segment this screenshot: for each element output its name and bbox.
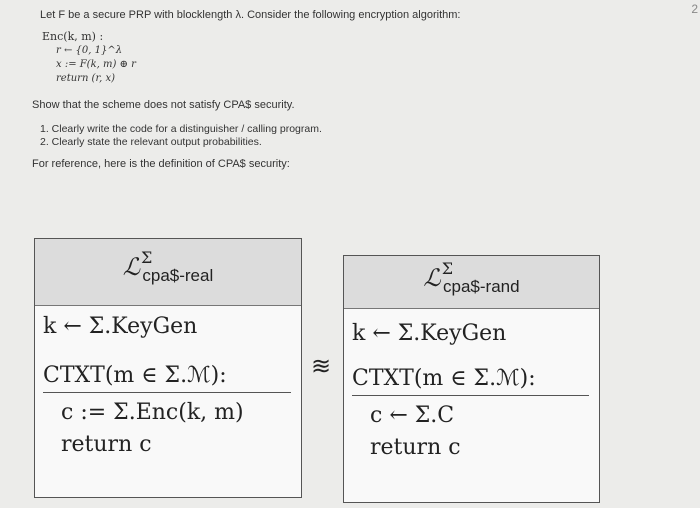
library-subscript: cpa$-rand [443,277,520,296]
cpa-rand-library-box [343,255,600,503]
keygen-line: k ← Σ.KeyGen [43,314,198,339]
cpa-real-library-box [34,238,302,498]
divider [352,395,589,396]
algorithm-name: Enc(k, m) : [42,30,104,43]
problem-intro: Let F be a secure PRP with blocklength λ. Consider the following encryption algorithm: [40,9,461,21]
oracle-body-line: c ← Σ.C [370,403,455,428]
problem-statement [32,8,652,172]
algorithm-line: r ← {0, 1}^λ [56,45,123,56]
library-symbol: ℒ [122,253,141,281]
library-symbol: ℒ [423,264,441,292]
library-name [122,248,214,285]
library-superscript: Σ [441,259,454,278]
algorithm-line: x := F(k, m) ⊕ r [56,59,136,70]
oracle-body-line: c := Σ.Enc(k, m) [61,400,244,425]
oracle-body-line: return c [370,435,461,460]
keygen-line: k ← Σ.KeyGen [352,321,507,346]
indistinguishable-symbol: ≋ [311,352,332,380]
task-statement: Show that the scheme does not satisfy CPA$ security. [32,99,295,111]
page-number: 2 [691,2,698,16]
step-item: 2. Clearly state the relevant output probabilities. [40,136,262,148]
algorithm-line: return (r, x) [56,73,116,84]
ctxt-oracle-header: CTXT(m ∈ Σ.ℳ): [352,366,536,391]
step-item: 1. Clearly write the code for a distinguisher / calling program. [40,123,322,135]
library-header [35,239,301,306]
library-name [423,259,520,296]
steps-list [32,123,652,149]
ctxt-oracle-header: CTXT(m ∈ Σ.ℳ): [43,363,227,388]
library-header [344,256,599,309]
divider [43,392,291,393]
library-superscript: Σ [141,248,153,267]
library-subscript: cpa$-real [142,266,214,285]
oracle-body-line: return c [61,432,152,457]
reference-text: For reference, here is the definition of CPA$ security: [32,158,290,170]
